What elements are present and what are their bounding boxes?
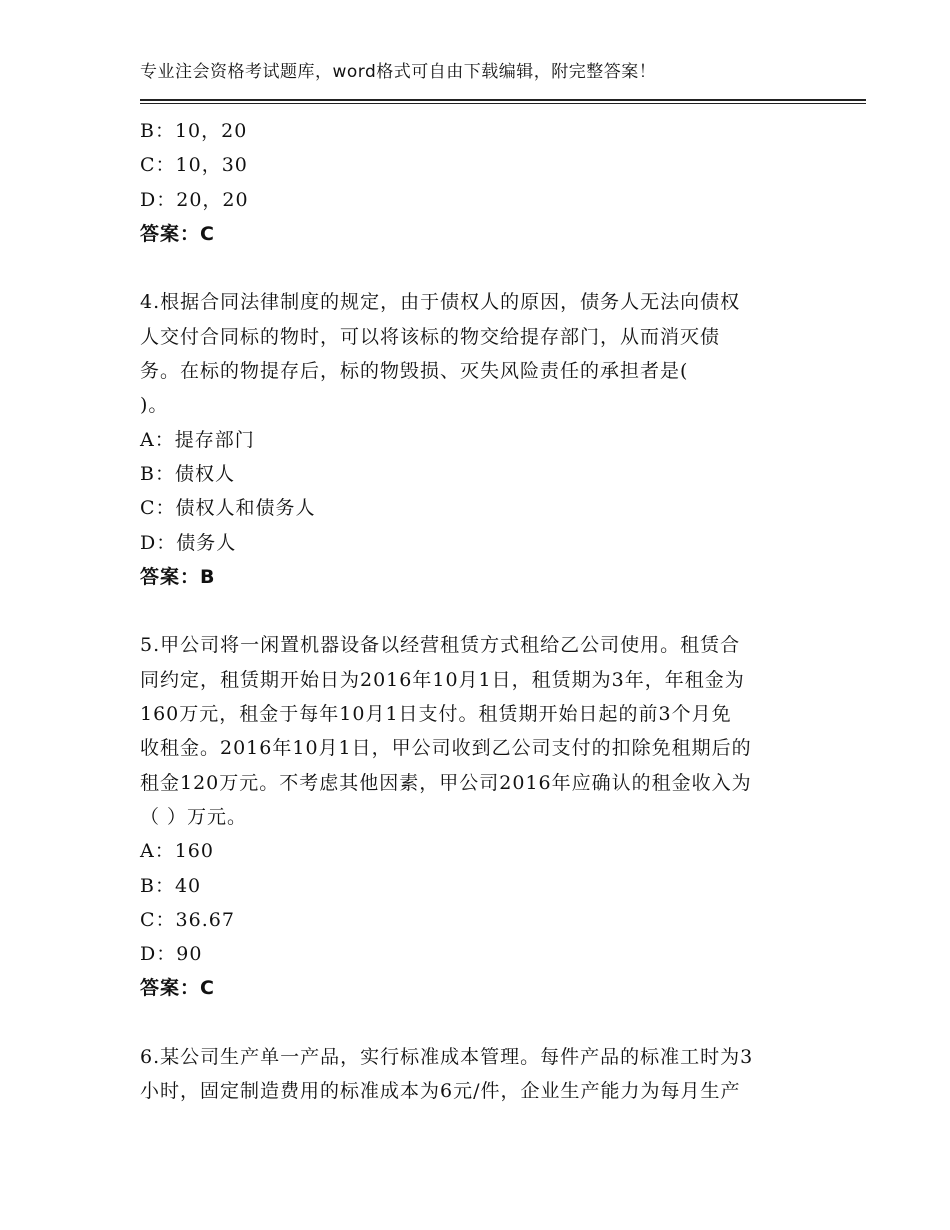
question-text-line: 4.根据合同法律制度的规定，由于债权人的原因，债务人无法向债权	[140, 291, 741, 314]
question-4	[140, 285, 820, 594]
spacer	[140, 594, 820, 628]
question-content	[140, 114, 820, 1109]
header-divider-thin	[140, 103, 866, 104]
option-c: C：债权人和债务人	[140, 497, 316, 520]
question-text-line: 人交付合同标的物时，可以将该标的物交给提存部门，从而消灭债	[140, 325, 721, 348]
question-text-line: 5.甲公司将一闲置机器设备以经营租赁方式租给乙公司使用。租赁合	[140, 634, 741, 657]
question-5	[140, 628, 820, 1005]
question-6	[140, 1040, 820, 1109]
question-text-line: 6.某公司生产单一产品，实行标准成本管理。每件产品的标准工时为3	[140, 1046, 754, 1069]
question-text-line: 收租金。2016年10月1日，甲公司收到乙公司支付的扣除免租期后的	[140, 737, 752, 760]
header-divider-thick	[140, 99, 866, 101]
spacer	[140, 251, 820, 285]
option-a: A：160	[140, 840, 214, 863]
option-c: C：10，30	[140, 154, 248, 177]
answer: 答案：C	[140, 222, 215, 245]
option-d: D：20，20	[140, 188, 249, 211]
spacer	[140, 1006, 820, 1040]
question-text-line: （ ）万元。	[140, 805, 248, 828]
question-text-line: )。	[140, 394, 169, 417]
option-d: D：债务人	[140, 531, 237, 554]
option-b: B：40	[140, 874, 202, 897]
question-text-line: 务。在标的物提存后，标的物毁损、灭失风险责任的承担者是(	[140, 360, 689, 383]
question-text-line: 同约定，租赁期开始日为2016年10月1日，租赁期为3年，年租金为	[140, 668, 745, 691]
option-b: B：10，20	[140, 120, 248, 142]
answer: 答案：B	[140, 565, 216, 588]
question-text-line: 160万元，租金于每年10月1日支付。租赁期开始日起的前3个月免	[140, 703, 732, 726]
option-d: D：90	[140, 943, 203, 966]
option-b: B：债权人	[140, 462, 235, 485]
question-text-line: 租金120万元。不考虑其他因素，甲公司2016年应确认的租金收入为	[140, 771, 752, 794]
option-c: C：36.67	[140, 908, 235, 931]
page-header: 专业注会资格考试题库，word格式可自由下载编辑，附完整答案！	[140, 62, 657, 82]
answer: 答案：C	[140, 977, 215, 1000]
question-3-tail	[140, 114, 820, 251]
option-a: A：提存部门	[140, 428, 255, 451]
question-text-line: 小时，固定制造费用的标准成本为6元/件，企业生产能力为每月生产	[140, 1080, 741, 1103]
